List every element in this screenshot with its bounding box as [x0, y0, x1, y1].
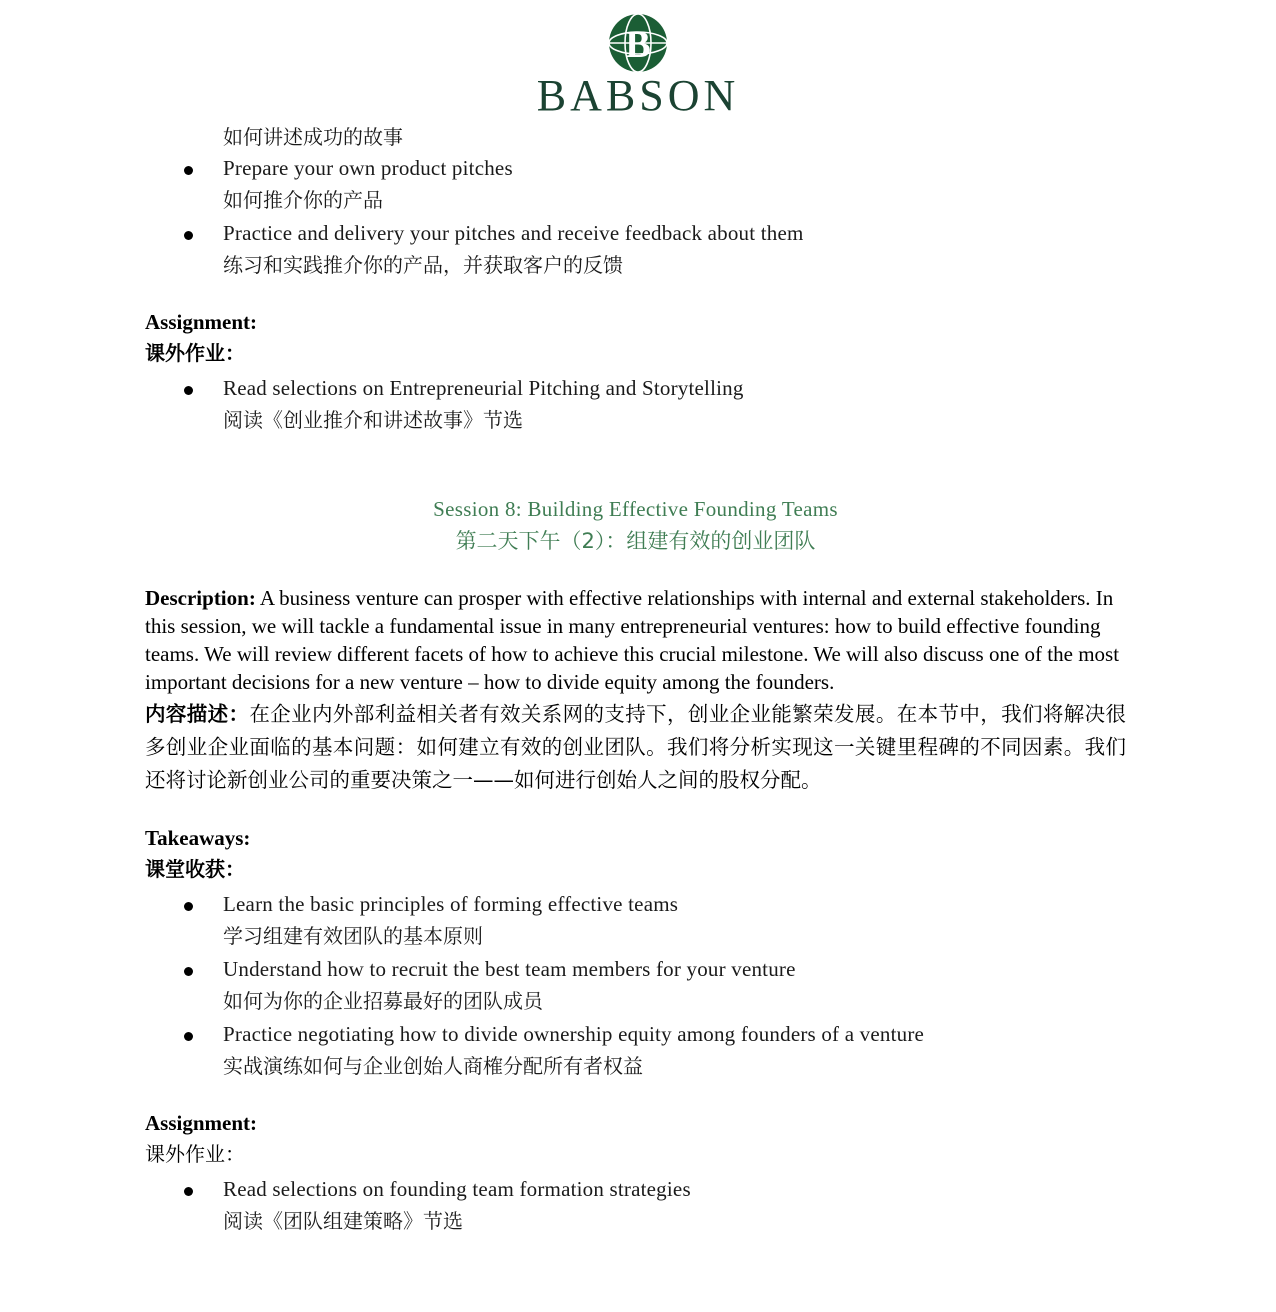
list-item [145, 1019, 1126, 1082]
list-item-cn: 练习和实践推介你的产品，并获取客户的反馈 [223, 253, 623, 277]
list-item-cn: 实战演练如何与企业创始人商榷分配所有者权益 [223, 1054, 643, 1078]
list-item-en: Practice negotiating how to divide ownership equity among founders of a venture [223, 1022, 925, 1046]
description-body-cn: 在企业内外部利益相关者有效关系网的支持下，创业企业能繁荣发展。在本节中，我们将解决很多创业企业面临的基本问题：如何建立有效的创业团队。我们将分析实现这一关键里程碑的不同因素。我们还将讨论新创业公司的重要决策之一——如何进行创始人之间的股权分配。 [145, 702, 1127, 792]
babson-logo [0, 0, 1276, 121]
list-item-en: Practice and delivery your pitches and receive feedback about them [223, 221, 804, 245]
list-item [145, 889, 1126, 952]
babson-globe-b-icon [605, 12, 671, 74]
assignment-heading-en: Assignment: [145, 310, 258, 334]
babson-wordmark: BABSON [536, 71, 740, 120]
description-label-en: Description: [145, 586, 256, 610]
takeaways-heading-en: Takeaways: [145, 826, 251, 850]
description-cn [145, 698, 1126, 797]
description-en [145, 584, 1126, 696]
takeaways-heading-cn: 课堂收获： [145, 857, 245, 881]
session-title-cn: 第二天下午（2）：组建有效的创业团队 [455, 529, 816, 553]
list-item-cn: 阅读《团队组建策略》节选 [223, 1209, 463, 1233]
assignment-1-list [145, 373, 1126, 436]
document-content [0, 121, 1276, 1237]
top-bullet-list [145, 153, 1126, 281]
session-title [145, 494, 1126, 558]
assignment-2-heading-en: Assignment: [145, 1111, 258, 1135]
list-item [145, 153, 1126, 216]
list-item-en: Read selections on founding team formation strategies [223, 1177, 691, 1201]
list-item-en: Prepare your own product pitches [223, 156, 513, 180]
list-item [145, 373, 1126, 436]
list-item [145, 218, 1126, 281]
list-item-en: Understand how to recruit the best team members for your venture [223, 957, 796, 981]
list-item-cn: 如何推介你的产品 [223, 188, 383, 212]
assignment-2-list [145, 1174, 1126, 1237]
orphan-line-cn: 如何讲述成功的故事 [223, 125, 403, 149]
list-item-cn: 学习组建有效团队的基本原则 [223, 924, 483, 948]
session-title-en: Session 8: Building Effective Founding Teams [433, 497, 838, 521]
assignment-2-heading-cn: 课外作业： [145, 1142, 245, 1166]
spacer [145, 558, 1126, 584]
description-label-cn: 内容描述： [145, 702, 250, 726]
assignment-heading-cn: 课外作业： [145, 341, 245, 365]
list-item-cn: 如何为你的企业招募最好的团队成员 [223, 989, 543, 1013]
list-item-en: Read selections on Entrepreneurial Pitching and Storytelling [223, 376, 744, 400]
list-item-cn: 阅读《创业推介和讲述故事》节选 [223, 408, 523, 432]
spacer [145, 438, 1126, 494]
takeaways-list [145, 889, 1126, 1082]
list-item-en: Learn the basic principles of forming effective teams [223, 892, 679, 916]
description-body-en: A business venture can prosper with effective relationships with internal and external stakeholders. In this session, we will tackle a fundamental issue in many entrepreneurial ventures: how to build effective founding teams. We will review different facets of how to achieve this crucial milestone. We will also discuss one of the most important decisions for a new venture – how to divide equity among the founders. [145, 586, 1120, 694]
svg-text:B: B [625, 24, 651, 66]
list-item [145, 954, 1126, 1017]
list-item [145, 1174, 1126, 1237]
